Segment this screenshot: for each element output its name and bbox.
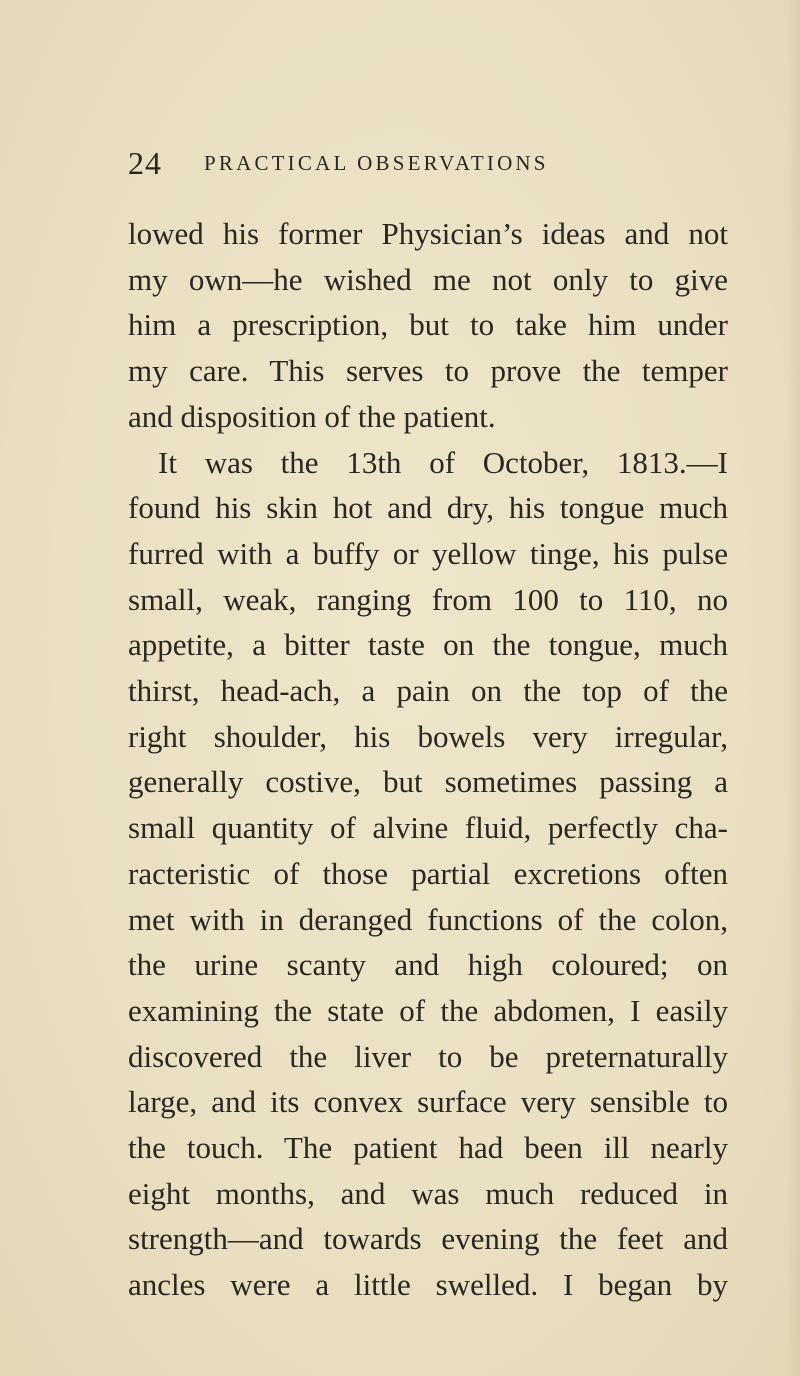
text-line-6: It was the 13th of October, 1813.—I: [158, 444, 728, 480]
text-line-22: eight months, and was much reduced in: [128, 1175, 728, 1211]
text-line-15: racteristic of those partial excretions often: [128, 855, 728, 891]
running-head: [128, 143, 688, 183]
text-line-5: and disposition of the patient.: [128, 398, 496, 434]
text-line-10: appetite, a bitter taste on the tongue, much: [128, 627, 728, 663]
text-line-23: strength—and towards evening the feet and: [128, 1221, 728, 1257]
body-text: [128, 211, 728, 1308]
page-number: 24: [128, 145, 162, 181]
text-line-12: right shoulder, his bowels very irregular,: [128, 718, 728, 754]
text-line-9: small, weak, ranging from 100 to 110, no: [128, 581, 728, 617]
text-line-11: thirst, head-ach, a pain on the top of the: [128, 673, 728, 709]
page-edge-shadow: [786, 0, 800, 1376]
text-line-19: discovered the liver to be preternaturally: [128, 1038, 728, 1074]
text-line-24: ancles were a little swelled. I began by: [128, 1267, 728, 1303]
text-line-7: found his skin hot and dry, his tongue much: [128, 490, 728, 526]
running-title: PRACTICAL OBSERVATIONS: [204, 151, 549, 175]
text-line-21: the touch. The patient had been ill nearly: [128, 1130, 728, 1166]
text-line-17: the urine scanty and high coloured; on: [128, 947, 728, 983]
text-line-3: him a prescription, but to take him under: [128, 307, 728, 343]
text-line-16: met with in deranged functions of the colon,: [128, 901, 728, 937]
text-line-13: generally costive, but sometimes passing a: [128, 764, 728, 800]
text-line-8: furred with a buffy or yellow tinge, his pulse: [128, 535, 728, 571]
text-line-2: my own—he wished me not only to give: [128, 261, 728, 297]
text-line-4: my care. This serves to prove the temper: [128, 353, 728, 389]
text-line-18: examining the state of the abdomen, I easily: [128, 992, 728, 1028]
text-line-14: small quantity of alvine fluid, perfectly cha-: [128, 810, 728, 846]
text-line-1: lowed his former Physician’s ideas and not: [128, 216, 728, 251]
text-line-20: large, and its convex surface very sensible to: [128, 1084, 728, 1120]
